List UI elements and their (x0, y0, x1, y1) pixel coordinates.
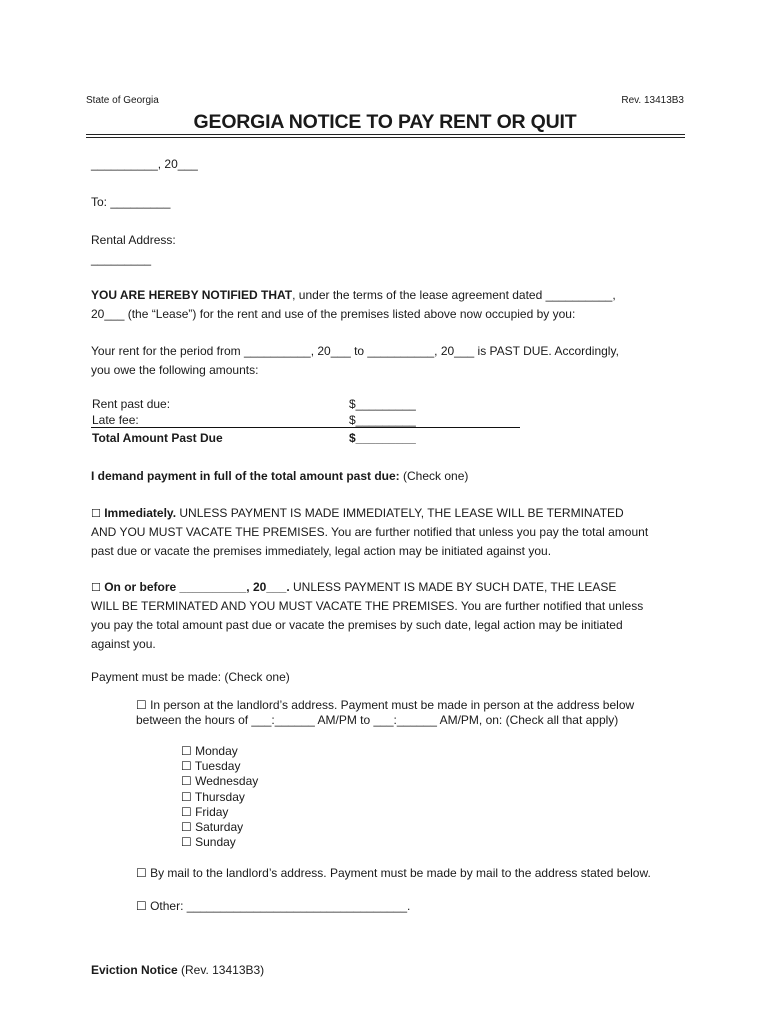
option-on-or-before-line-3: you pay the total amount past due or vacate the premises by such date, legal action may be initiated (91, 618, 623, 632)
rent-period-line-2: you owe the following amounts: (91, 363, 259, 377)
on-or-before-bold: On or before __________, 20___. (104, 580, 290, 594)
payment-by-mail-option[interactable]: ☐ By mail to the landlord’s address. Payment must be made by mail to the address stated below. (136, 866, 651, 880)
payment-in-person-line-2: between the hours of ___:______ AM/PM to ___:______ AM/PM, on: (Check all that apply) (136, 713, 619, 727)
amount-label: Late fee: (92, 413, 139, 427)
demand-bold: I demand payment in full of the total amount past due: (91, 469, 400, 483)
to-field: To: _________ (91, 195, 171, 209)
day-saturday-checkbox[interactable]: ☐ Saturday (181, 820, 244, 835)
day-sunday-checkbox[interactable]: ☐ Sunday (181, 835, 236, 850)
demand-rest: (Check one) (399, 469, 469, 483)
option-on-or-before-line-1 (91, 578, 616, 597)
amount-row-late-fee (91, 412, 521, 428)
day-thursday-checkbox[interactable]: ☐ Thursday (181, 789, 245, 804)
notice-line-1-rest: , under the terms of the lease agreement dated __________, (292, 288, 616, 302)
amount-label: Rent past due: (92, 397, 171, 411)
amount-value: $_________ (349, 397, 416, 411)
on-or-before-checkbox[interactable]: ☐ (91, 581, 101, 594)
option-immediately-line-1 (91, 504, 624, 523)
demand-line (91, 467, 468, 486)
immediately-bold: Immediately. (104, 506, 177, 520)
option-on-or-before-line-2: WILL BE TERMINATED AND YOU MUST VACATE THE PREMISES. You are further notified that unless (91, 599, 644, 613)
day-tuesday-checkbox[interactable]: ☐ Tuesday (181, 759, 241, 774)
rental-address-label: Rental Address: (91, 233, 176, 247)
amount-row-total (91, 430, 521, 446)
day-monday-checkbox[interactable]: ☐ Monday (181, 744, 238, 758)
notice-lead: YOU ARE HEREBY NOTIFIED THAT (91, 288, 293, 302)
amount-total-value: $_________ (349, 431, 416, 445)
footer-bold: Eviction Notice (91, 963, 178, 977)
option-immediately-line-3: past due or vacate the premises immediately, legal action may be initiated against you. (91, 544, 552, 558)
page-footer (91, 961, 264, 980)
revision-label: Rev. 13413B3 (621, 95, 684, 106)
weekday-checklist (181, 744, 258, 850)
amounts-total-divider (91, 427, 520, 428)
document-title: GEORGIA NOTICE TO PAY RENT OR QUIT (193, 111, 577, 133)
day-friday-checkbox[interactable]: ☐ Friday (181, 804, 229, 819)
rental-address-value: _________ (91, 252, 152, 266)
payment-heading: Payment must be made: (Check one) (91, 670, 290, 684)
payment-in-person-line-1[interactable]: ☐ In person at the landlord’s address. Payment must be made in person at the address below (136, 698, 635, 712)
immediately-checkbox[interactable]: ☐ (91, 507, 101, 520)
immediately-line-1-rest: UNLESS PAYMENT IS MADE IMMEDIATELY, THE LEASE WILL BE TERMINATED (176, 506, 624, 520)
payment-other-option[interactable]: ☐ Other: _________________________________. (136, 899, 411, 913)
footer-rest: (Rev. 13413B3) (177, 963, 265, 977)
date-field: __________, 20___ (91, 157, 198, 171)
amount-row-rent (91, 396, 521, 412)
amount-total-label: Total Amount Past Due (92, 431, 223, 445)
rent-period-line-1: Your rent for the period from __________, 20___ to __________, 20___ is PAST DUE. Accordingly, (91, 344, 619, 358)
option-on-or-before-line-4: against you. (91, 637, 156, 651)
notice-line-1 (91, 286, 616, 305)
amount-value: $_________ (349, 413, 416, 427)
notice-line-2: 20___ (the “Lease”) for the rent and use of the premises listed above now occupied by you: (91, 307, 576, 321)
day-wednesday-checkbox[interactable]: ☐ Wednesday (181, 774, 259, 789)
amounts-table (91, 396, 521, 446)
state-label: State of Georgia (86, 95, 159, 106)
on-or-before-line-1-rest: UNLESS PAYMENT IS MADE BY SUCH DATE, THE LEASE (289, 580, 617, 594)
title-divider (86, 134, 685, 138)
option-immediately-line-2: AND YOU MUST VACATE THE PREMISES. You are further notified that unless you pay the total amount (91, 525, 649, 539)
